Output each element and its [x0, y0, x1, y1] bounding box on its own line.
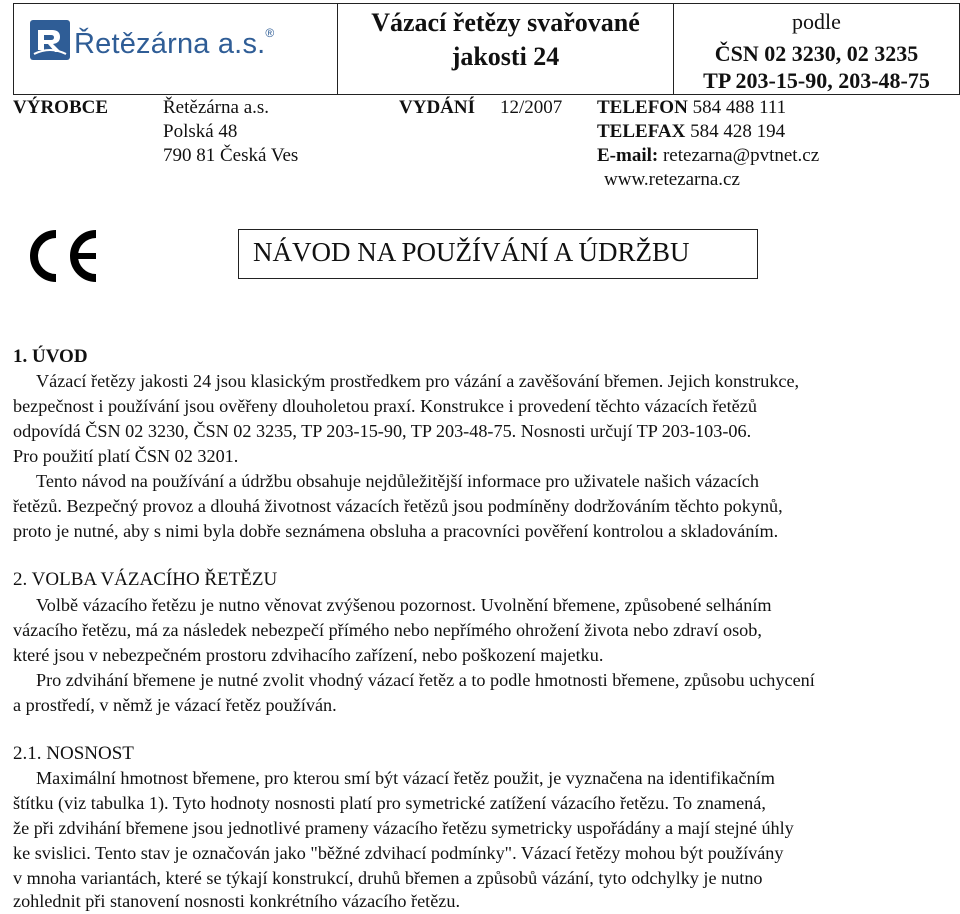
standards-tp: TP 203-15-90, 203-48-75 [703, 68, 930, 93]
product-title-line1: Vázací řetězy svařované [371, 8, 640, 37]
section-2-1-heading: 2.1. NOSNOST [13, 743, 134, 764]
manufacturer-city: 790 81 Česká Ves [163, 145, 299, 166]
section-1-line: bezpečnost i používání jsou ověřeny dlouholetou praxí. Konstrukce i provedení těchto vázacích řetězů [13, 396, 757, 416]
section-2-1-line: štítku (viz tabulka 1). Tyto hodnoty nosnosti platí pro symetrické zatížení vázacího řetězu. To znamená, [13, 793, 766, 813]
section-1-line: řetězů. Bezpečný provoz a dlouhá životnost vázacích řetězů jsou podmíněny dodržováním těchto pokynů, [13, 496, 783, 516]
phone-value: 584 488 111 [692, 97, 787, 118]
email-row [597, 145, 819, 167]
section-2-1-line: v mnoha variantách, které se týkají konstrukcí, druhů břemen a způsobů vázání, tyto odchylky je nutno [13, 868, 763, 888]
standards-csn: ČSN 02 3230, 02 3235 [714, 41, 919, 66]
standards-podle: podle [792, 9, 841, 34]
edition-value: 12/2007 [500, 97, 563, 118]
registered-mark: ® [265, 26, 275, 40]
manufacturer-label: VÝROBCE [13, 97, 109, 118]
phone-label: TELEFON [597, 97, 688, 118]
fax-value: 584 428 194 [690, 121, 786, 142]
web-link[interactable]: www.retezarna.cz [604, 169, 740, 190]
header-standards-cell [673, 3, 960, 95]
section-2-1-line: ke svislici. Tento stav je označován jako "běžné zdvihací podmínky". Vázací řetězy mohou být používány [13, 843, 784, 863]
manual-title: NÁVOD NA POUŽÍVÁNÍ A ÚDRŽBU [238, 229, 758, 279]
company-logo-icon [30, 20, 70, 60]
section-1-line: Vázací řetězy jakosti 24 jsou klasickým prostředkem pro vázání a zavěšování břemen. Jejich konstrukce, [36, 371, 800, 391]
section-2-line: vázacího řetězu, má za následek nebezpečí přímého nebo nepřímého ohrožení života nebo zdraví osob, [13, 620, 762, 640]
section-2-line: a prostředí, v němž je vázací řetěz používán. [13, 695, 337, 715]
edition-label: VYDÁNÍ [399, 97, 475, 118]
section-1-line: Pro použití platí ČSN 02 3201. [13, 446, 239, 466]
manufacturer-name: Řetězárna a.s. [163, 97, 270, 118]
ce-mark-icon [18, 224, 108, 288]
manufacturer-street: Polská 48 [163, 121, 238, 142]
section-2-1-line: že při zdvihání břemene jsou jednotlivé prameny vázacího řetězu symetricky uspořádány a mají stejné úhly [13, 818, 794, 838]
section-2-line: které jsou v nebezpečném prostoru zdvihacího zařízení, nebo poškození majetku. [13, 645, 604, 665]
phone-row [597, 97, 786, 119]
section-2-1-line: Maximální hmotnost břemene, pro kterou smí být vázací řetěz použit, je vyznačena na identifikačním [36, 768, 775, 788]
section-1-line: Tento návod na používání a údržbu obsahuje nejdůležitější informace pro uživatele našich vázacích [36, 471, 759, 491]
header-logo-cell [13, 3, 338, 95]
fax-label: TELEFAX [597, 121, 686, 142]
company-logo-text: Řetězárna a.s.® [74, 26, 275, 60]
section-1-line: proto je nutné, aby s nimi byla dobře seznámena obsluha a pracovníci pověření kontrolou a skladováním. [13, 521, 779, 541]
header-title-cell [337, 3, 674, 95]
section-1-line: odpovídá ČSN 02 3230, ČSN 02 3235, TP 203-15-90, TP 203-48-75. Nosnosti určují TP 203-103-06. [13, 421, 752, 441]
section-2-line: Volbě vázacího řetězu je nutno věnovat zvýšenou pozornost. Uvolnění břemene, způsobené selháním [36, 595, 772, 615]
section-2-1-line: zohlednit při stanovení nosnosti konkrétního vázacího řetězu. [13, 891, 460, 911]
section-1-heading: 1. ÚVOD [13, 346, 88, 367]
product-title-line2: jakosti 24 [451, 42, 560, 71]
section-2-heading: 2. VOLBA VÁZACÍHO ŘETĚZU [13, 569, 278, 590]
section-2-line: Pro zdvihání břemene je nutné zvolit vhodný vázací řetěz a to podle hmotnosti břemene, způsobu uchycení [36, 670, 815, 690]
email-label: E-mail: [597, 145, 659, 166]
fax-row [597, 121, 785, 143]
email-link[interactable]: retezarna@pvtnet.cz [662, 145, 820, 166]
